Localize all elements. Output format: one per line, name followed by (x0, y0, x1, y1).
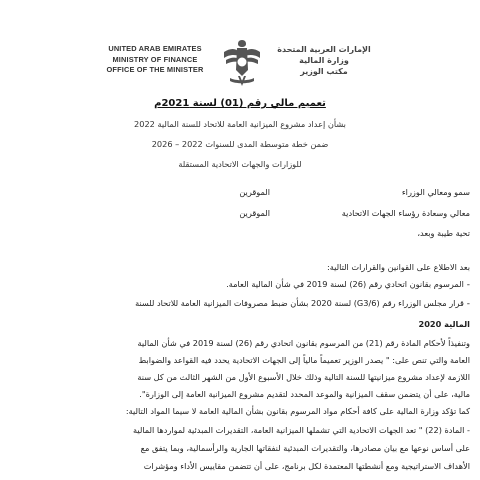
addressee-line1: سمو ومعالي الوزراء (401, 187, 470, 197)
header-ar-line3: مكتب الوزير (300, 67, 348, 76)
header-ar-line2: وزارة المالية (299, 56, 349, 65)
bullet-icon: - (463, 299, 470, 309)
list-item-cabinet-resolution (10, 298, 470, 309)
subtitle-line1: بشأن إعداد مشروع الميزانية العامة للاتحاد للسنة المالية 2022 (134, 119, 346, 129)
uae-emblem-icon (222, 34, 262, 90)
header-en-line1: UNITED ARAB EMIRATES (108, 44, 202, 53)
paragraph-line: - المادة (22) " تعد الجهات الاتحادية التي تشملها الميزانية العامة، التقديرات المبدئية لمواردها المالية (132, 425, 470, 435)
header-en-line3: OFFICE OF THE MINISTER (106, 65, 204, 74)
ministry-header-english (96, 44, 214, 76)
paragraph-line: العامة والتي تنص على: " يصدر الوزير تعميماً مالياً إلى الجهات الاتحادية يحدد فيه القواعد والضوابط (138, 355, 470, 365)
document-title: تعميم مالي رقم (01) لسنة 2021م (154, 98, 326, 109)
subtitle-line3: للوزارات والجهات الاتحادية المستقلة (178, 159, 302, 169)
ministry-header-arabic (268, 44, 380, 77)
bullet-icon: - (463, 280, 470, 290)
list-item-continuation: المالية 2020 (418, 319, 470, 329)
body-intro: بعد الاطلاع على القوانين والقرارات التالية: (326, 262, 470, 272)
greeting: تحية طيبة وبعد، (417, 228, 470, 238)
paragraph-line: على أساس نوعها مع بيان مصادرها، والتقديرات المبدئية لنفقاتها الجارية والرأسمالية، وبما يتفق مع (140, 443, 470, 453)
header-en-line2: MINISTRY OF FINANCE (112, 54, 198, 64)
paragraph-line: الأهداف الاستراتيجية ومع أنشطتها المعتمدة لكل برنامج، على أن تتضمن مقاييس الأداء ومؤشرات (143, 461, 470, 471)
paragraph-line: مالية، على أن يتضمن سقف الميزانية والموعد المحدد لتقديم مشروع الميزانية العامة إلى الوزارة". (139, 389, 470, 399)
list-item-text: قرار مجلس الوزراء رقم (6/G3) لسنة 2020 بشأن ضبط مصروفات الميزانية العامة للاتحاد للسنة (135, 298, 464, 308)
addressee-line1-suffix: الموقرين (239, 187, 270, 197)
paragraph-line: كما تؤكد وزارة المالية على كافة أحكام مواد المرسوم بقانون بشأن المالية العامة لا سيما المواد التالية: (125, 406, 470, 416)
addressee-line2: معالي وسعادة رؤساء الجهات الاتحادية (341, 208, 470, 218)
list-item-decree (10, 279, 470, 290)
paragraph-line: اللازمة لإعداد مشروع ميزانيتها للسنة التالية وذلك خلال الأسبوع الأول من الشهر الثالث من كل سنة (137, 372, 470, 382)
addressee-line2-suffix: الموقرين (239, 208, 270, 218)
header-ar-line1: الإمارات العربية المتحدة (277, 45, 371, 54)
subtitle-line2: ضمن خطة متوسطة المدى للسنوات 2022 – 2026 (151, 139, 329, 149)
paragraph-line: وتنفيذاً لأحكام المادة رقم (21) من المرسوم بقانون اتحادي رقم (26) لسنة 2019 في شأن المالية (137, 338, 470, 348)
list-item-text: المرسوم بقانون اتحادي رقم (26) لسنة 2019 في شأن المالية العامة. (226, 279, 464, 289)
